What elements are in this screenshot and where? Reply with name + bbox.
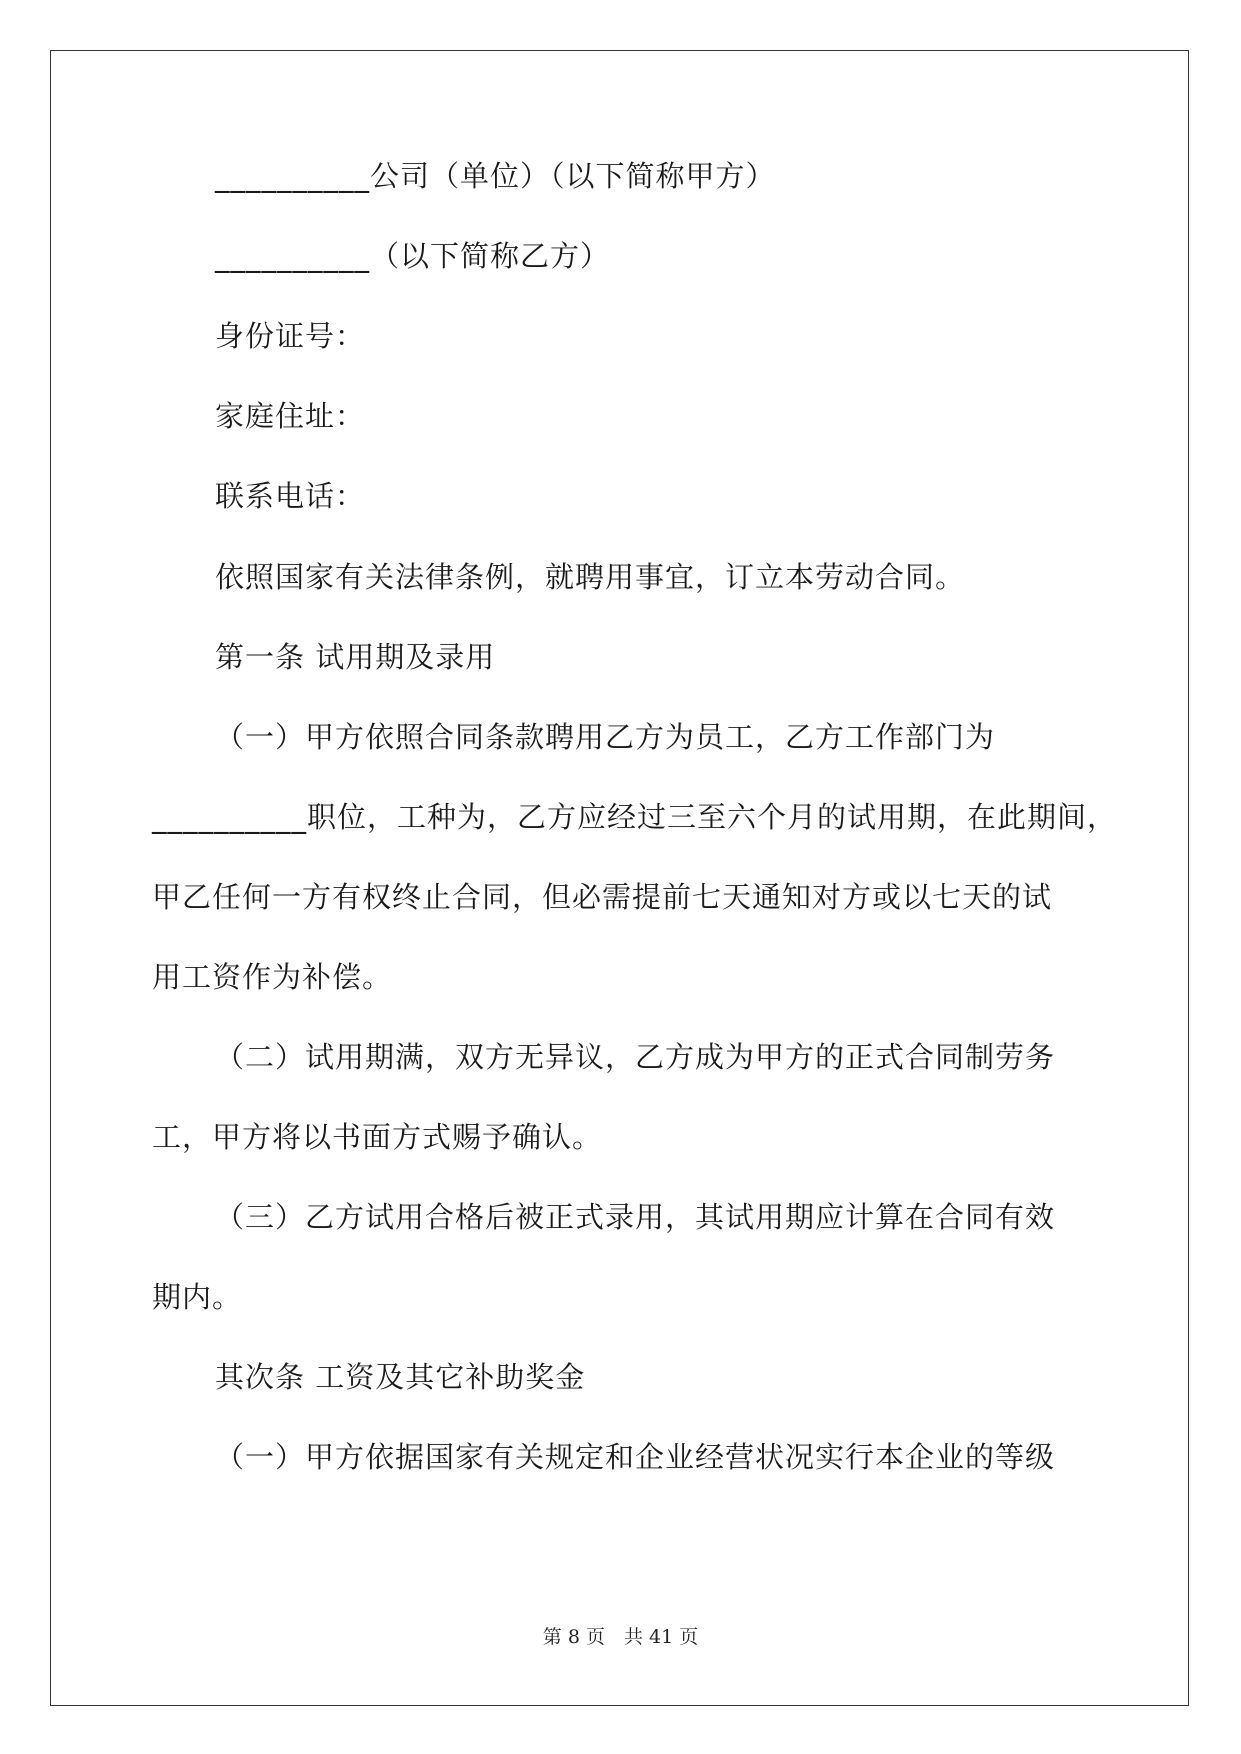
clause-text-line: （一）甲方依据国家有关规定和企业经营状况实行本企业的等级	[215, 1440, 1056, 1474]
clause-text-line: __________职位，工种为，乙方应经过三至六个月的试用期，在此期间，	[152, 800, 1118, 834]
clause-text-line: 甲乙任何一方有权终止合同，但必需提前七天通知对方或以七天的试	[152, 880, 1053, 914]
article-2-heading: 其次条 工资及其它补助奖金	[215, 1360, 586, 1394]
page-footer	[0, 1625, 1241, 1649]
clause-text-line: （二）试用期满，双方无异议，乙方成为甲方的正式合同制劳务	[215, 1040, 1056, 1074]
id-number-line: 身份证号：	[215, 319, 366, 353]
clause-text-line: （一）甲方依照合同条款聘用乙方为员工，乙方工作部门为	[215, 720, 996, 754]
article-1-heading: 第一条 试用期及录用	[215, 640, 496, 674]
clause-text-line: 工，甲方将以书面方式赐予确认。	[152, 1120, 603, 1154]
party-b-line: __________（以下简称乙方）	[215, 239, 611, 273]
intro-paragraph: 依照国家有关法律条例，就聘用事宜，订立本劳动合同。	[215, 560, 966, 594]
home-address-line: 家庭住址：	[215, 399, 366, 433]
clause-text-line: （三）乙方试用合格后被正式录用，其试用期应计算在合同有效	[215, 1200, 1056, 1234]
page-number: 第 8 页 共 41 页	[542, 1626, 699, 1648]
party-a-line: __________公司（单位）（以下简称甲方）	[215, 159, 776, 193]
clause-text-line: 期内。	[152, 1280, 243, 1314]
clause-text-line: 用工资作为补偿。	[152, 960, 393, 994]
phone-line: 联系电话：	[215, 479, 366, 513]
